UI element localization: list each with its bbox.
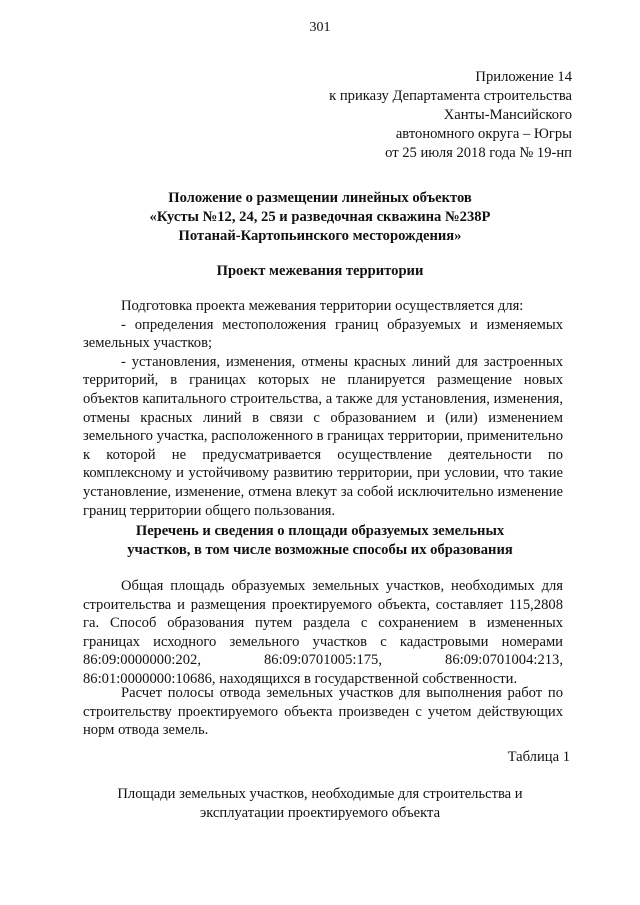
section-title: Проект межевания территории: [216, 263, 424, 279]
title-line: Потанай-Картопьинского месторождения»: [178, 228, 462, 244]
list-item: - определения местоположения границ образуемых и изменяемых земельных участков;: [83, 316, 563, 352]
appendix-line: автономного округа – Югры: [395, 126, 572, 142]
appendix-line: Ханты-Мансийского: [443, 107, 572, 123]
caption-line: Площади земельных участков, необходимые для строительства и: [117, 786, 523, 802]
table-label: Таблица 1: [507, 749, 570, 765]
intro-block: [83, 297, 563, 520]
section2-title: [80, 522, 560, 560]
paragraph-text: Расчет полосы отвода земельных участков для выполнения работ по строительству проектируемого объекта произведен с учетом действующих норм отвода земель.: [83, 685, 563, 739]
title-line: «Кусты №12, 24, 25 и разведочная скважина №238Р: [149, 209, 491, 225]
intro-line: Подготовка проекта межевания территории осуществляется для:: [121, 298, 524, 314]
appendix-line: к приказу Департамента строительства: [329, 88, 572, 104]
area-paragraph: [83, 577, 563, 689]
caption-line: эксплуатации проектируемого объекта: [199, 805, 441, 821]
calc-paragraph: [83, 684, 563, 740]
section2-line: участков, в том числе возможные способы их образования: [127, 542, 513, 558]
table-caption: [80, 785, 560, 823]
list-item: - установления, изменения, отмены красных линий для застроенных территорий, в границах которых не планируется размещение новых объектов капитального строительства, а также для установления, изменения, отмены красных линий в связи с образованием и (или) изменением земельного участка, расположенного в границах территории, применительно к которой не предусматривается осуществление деятельности по комплексному и устойчивому развитию территории, при условии, что такие установление, изменение, отмена влекут за собой исключительно изменение границ территории общего пользования.: [83, 353, 563, 519]
appendix-header: [172, 68, 572, 163]
appendix-line: Приложение 14: [475, 69, 572, 85]
document-title: [68, 189, 572, 246]
title-line: Положение о размещении линейных объектов: [168, 190, 472, 206]
paragraph-text: Общая площадь образуемых земельных участков, необходимых для строительства и размещения проектируемого объекта, составляет 115,2808 га. Способ образования путем раздела с сохранением в измененных границах исходного земельного участков с кадастровыми номерами 86:09:0000000:202, 86:09:0701005:175, 86:09:0701004:213, 86:01:0000000:10686, находящихся в государственной собственности.: [83, 578, 563, 687]
section2-line: Перечень и сведения о площади образуемых земельных: [135, 523, 505, 539]
appendix-line: от 25 июля 2018 года № 19-нп: [385, 145, 572, 161]
page-number: 301: [309, 20, 331, 35]
